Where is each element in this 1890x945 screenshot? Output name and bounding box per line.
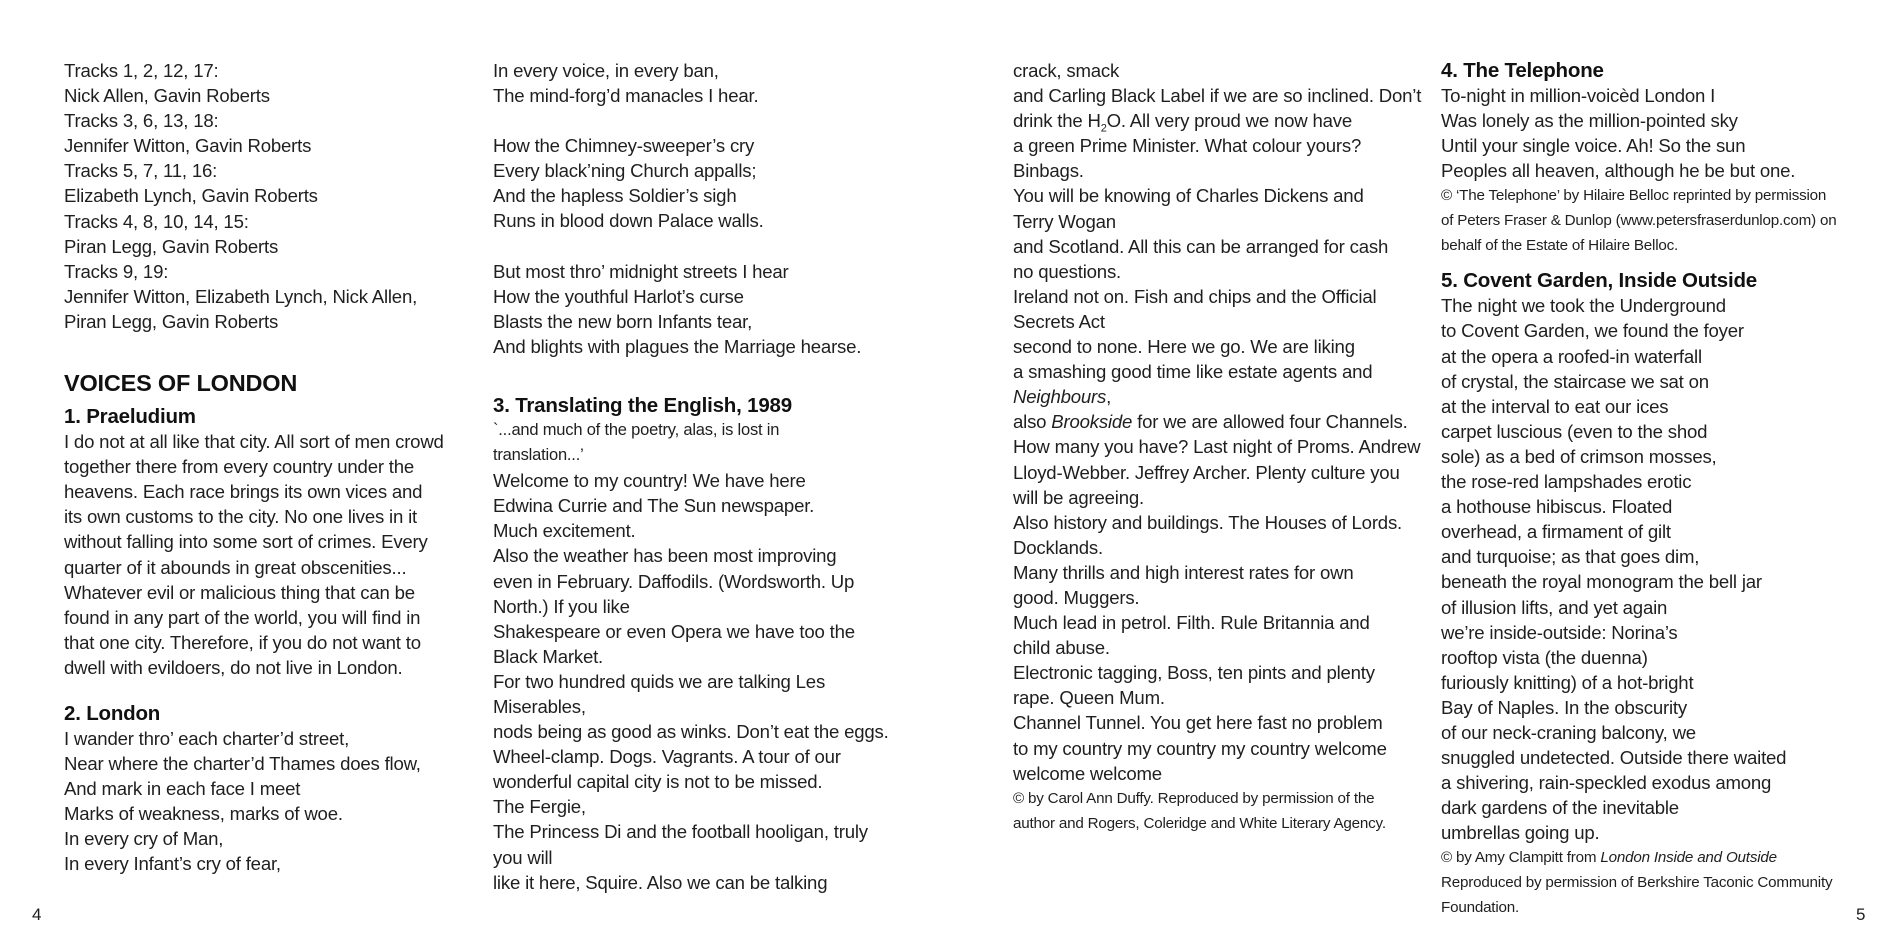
poem-line: rooftop vista (the duenna) <box>1441 646 1648 668</box>
copyright-line: © ‘The Telephone’ by Hilaire Belloc reprinted by permission <box>1441 187 1827 205</box>
poem-line: The night we took the Underground <box>1441 295 1726 317</box>
poem-line: Also history and buildings. The Houses of Lords. <box>1013 511 1403 533</box>
h2o-sub: 2 <box>1100 122 1107 135</box>
poem-line: and turquoise; as that goes dim, <box>1441 546 1700 568</box>
copyright-pre: © by Amy Clampitt from <box>1441 849 1601 867</box>
poem-line <box>1013 384 1423 409</box>
poem-line: a hothouse hibiscus. Floated <box>1441 496 1673 518</box>
text-line: without falling into some sort of crimes. Every <box>64 531 428 553</box>
poem-line: Lloyd-Webber. Jeffrey Archer. Plenty culture you <box>1013 461 1400 483</box>
poem-line: How the youthful Harlot’s curse <box>493 285 744 307</box>
poem-line: even in February. Daffodils. (Wordsworth. Up <box>493 570 855 592</box>
poem-line: Much excitement. <box>493 520 636 542</box>
column-1 <box>64 58 464 877</box>
poem-line: no questions. <box>1013 260 1122 282</box>
poem-line: we’re inside-outside: Norina’s <box>1441 621 1678 643</box>
poem-line: snuggled undetected. Outside there waited <box>1441 747 1787 769</box>
credit-tracks: Tracks 9, 19: <box>64 260 169 282</box>
neighbours-tail: , <box>1106 386 1112 408</box>
praeludium-text <box>64 429 464 680</box>
poem-line: wonderful capital city is not to be missed. <box>493 771 823 793</box>
london-stanza-3 <box>493 133 903 233</box>
heading-london: 2. London <box>64 701 161 725</box>
credit-names: Piran Legg, Gavin Roberts <box>64 310 279 332</box>
poem-line: of illusion lifts, and yet again <box>1441 596 1668 618</box>
poem-line: The Fergie, <box>493 796 586 818</box>
text-line: found in any part of the world, you will find in <box>64 606 421 628</box>
copyright-clampitt <box>1441 845 1841 920</box>
poem-line: of crystal, the staircase we sat on <box>1441 370 1709 392</box>
poem-line: Many thrills and high interest rates for own <box>1013 561 1354 583</box>
heading-covent-garden: 5. Covent Garden, Inside Outside <box>1441 269 1757 293</box>
poem-line: dark gardens of the inevitable <box>1441 797 1679 819</box>
text-line: that one city. Therefore, if you do not want to <box>64 631 421 653</box>
copyright-line: author and Rogers, Coleridge and White Literary Agency. <box>1013 814 1386 832</box>
poem-line: like it here, Squire. Also we can be talking <box>493 871 828 893</box>
london-stanza-1 <box>64 726 464 877</box>
poem-line: And the hapless Soldier’s sigh <box>493 185 737 207</box>
translating-text <box>493 468 903 895</box>
poem-line: I wander thro’ each charter’d street, <box>64 727 350 749</box>
poem-line: will be agreeing. <box>1013 486 1144 508</box>
poem-line: Channel Tunnel. You get here fast no problem <box>1013 712 1383 734</box>
credit-names: Jennifer Witton, Elizabeth Lynch, Nick Allen, <box>64 285 418 307</box>
poem-line: at the interval to eat our ices <box>1441 395 1669 417</box>
copyright-belloc <box>1441 183 1841 258</box>
heading-praeludium: 1. Praeludium <box>64 405 196 429</box>
poem-line: nods being as good as winks. Don’t eat the eggs. <box>493 721 889 743</box>
poem-line: beneath the royal monogram the bell jar <box>1441 571 1762 593</box>
copyright-line <box>1441 845 1841 870</box>
poem-line: Near where the charter’d Thames does flow, <box>64 753 421 775</box>
column-4 <box>1441 58 1841 920</box>
heading-telephone: 4. The Telephone <box>1441 59 1604 82</box>
heading-translating: 3. Translating the English, 1989 <box>493 393 792 417</box>
poem-line: and Carling Black Label if we are so inclined. Don’t <box>1013 85 1422 107</box>
copyright-line: behalf of the Estate of Hilaire Belloc. <box>1441 237 1679 255</box>
covent-garden-text <box>1441 293 1841 845</box>
poem-line: umbrellas going up. <box>1441 822 1600 844</box>
poem-line: overhead, a firmament of gilt <box>1441 521 1671 543</box>
poem-line: Terry Wogan <box>1013 210 1116 232</box>
poem-line: Also the weather has been most improving <box>493 545 837 567</box>
poem-line: In every Infant’s cry of fear, <box>64 853 281 875</box>
poem-line: crack, smack <box>1013 60 1120 81</box>
copyright-duffy <box>1013 786 1423 836</box>
poem-line: carpet luscious (even to the shod <box>1441 420 1708 442</box>
poem-line: rape. Queen Mum. <box>1013 687 1165 709</box>
poem-line: Runs in blood down Palace walls. <box>493 210 764 232</box>
copyright-line: © by Carol Ann Duffy. Reproduced by permission of the <box>1013 789 1375 807</box>
poem-line: Binbags. <box>1013 160 1084 182</box>
brookside-title: Brookside <box>1051 411 1133 433</box>
also-pre: also <box>1013 411 1052 433</box>
poem-line: the rose-red lampshades erotic <box>1441 471 1692 493</box>
poem-line: and Scotland. All this can be arranged for cash <box>1013 235 1389 257</box>
poem-line <box>1013 108 1423 133</box>
poem-line: In every cry of Man, <box>64 828 224 850</box>
poem-line: you will <box>493 846 553 868</box>
telephone-text <box>1441 83 1841 183</box>
poem-line: Every black’ning Church appalls; <box>493 160 757 182</box>
london-stanza-2 <box>493 58 903 108</box>
poem-line: Bay of Naples. In the obscurity <box>1441 696 1687 718</box>
poem-line: Ireland not on. Fish and chips and the Official <box>1013 285 1377 307</box>
poem-line: to Covent Garden, we found the foyer <box>1441 320 1744 342</box>
poem-line: But most thro’ midnight streets I hear <box>493 260 789 282</box>
neighbours-title: Neighbours <box>1013 386 1107 408</box>
poem-line: You will be knowing of Charles Dickens and <box>1013 185 1364 207</box>
poem-line: Welcome to my country! We have here <box>493 470 806 492</box>
poem-line: a smashing good time like estate agents and <box>1013 361 1373 383</box>
text-line: its own customs to the city. No one lives in it <box>64 506 417 528</box>
poem-line: Electronic tagging, Boss, ten pints and plenty <box>1013 662 1375 684</box>
poem-line: Until your single voice. Ah! So the sun <box>1441 135 1746 157</box>
text-line: heavens. Each race brings its own vices and <box>64 481 423 503</box>
poem-line: Blasts the new born Infants tear, <box>493 310 753 332</box>
credit-names: Nick Allen, Gavin Roberts <box>64 85 270 107</box>
poem-line: child abuse. <box>1013 637 1110 659</box>
h2o-pre: drink the H <box>1013 110 1101 132</box>
poem-line: Wheel-clamp. Dogs. Vagrants. A tour of our <box>493 746 841 768</box>
epigraph: `...and much of the poetry, alas, is lost in <box>493 420 780 439</box>
london-stanza-4 <box>493 259 903 359</box>
text-line: dwell with evildoers, do not live in London. <box>64 656 403 678</box>
credit-tracks: Tracks 3, 6, 13, 18: <box>64 110 219 132</box>
poem-line: How many you have? Last night of Proms. Andrew <box>1013 436 1421 458</box>
copyright-line: Foundation. <box>1441 899 1520 917</box>
section-title: VOICES OF LONDON <box>64 370 298 397</box>
poem-line: of our neck-craning balcony, we <box>1441 721 1696 743</box>
poem-line: In every voice, in every ban, <box>493 60 719 81</box>
page-number-left: 4 <box>32 905 42 924</box>
poem-line: at the opera a roofed-in waterfall <box>1441 345 1702 367</box>
column-3 <box>1013 58 1423 836</box>
poem-line: welcome welcome <box>1013 762 1162 784</box>
text-line: I do not at all like that city. All sort of men crowd <box>64 431 444 453</box>
poem-line: good. Muggers. <box>1013 586 1140 608</box>
poem-line <box>1013 409 1423 434</box>
poem-line: second to none. Here we go. We are liking <box>1013 336 1355 358</box>
credit-names: Elizabeth Lynch, Gavin Roberts <box>64 185 318 207</box>
poem-line: a green Prime Minister. What colour yours? <box>1013 135 1362 157</box>
column-2 <box>493 58 903 895</box>
poem-line: For two hundred quids we are talking Les <box>493 670 826 692</box>
poem-line: And mark in each face I meet <box>64 778 301 800</box>
poem-line: Edwina Currie and The Sun newspaper. <box>493 495 815 517</box>
poem-line: Secrets Act <box>1013 310 1105 332</box>
copyright-line: of Peters Fraser & Dunlop (www.petersfraserdunlop.com) on <box>1441 212 1837 230</box>
h2o-post: O. All very proud we now have <box>1106 110 1352 132</box>
also-post: for we are allowed four Channels. <box>1132 411 1408 433</box>
poem-line: And blights with plagues the Marriage hearse. <box>493 335 862 357</box>
text-line: quarter of it abounds in great obscenities... <box>64 556 407 578</box>
poem-line: furiously knitting) of a hot-bright <box>1441 671 1694 693</box>
track-credits <box>64 58 464 334</box>
poem-line: To-night in million-voicèd London I <box>1441 85 1716 106</box>
poem-line: a shivering, rain-speckled exodus among <box>1441 772 1772 794</box>
credit-tracks: Tracks 1, 2, 12, 17: <box>64 60 219 81</box>
text-line: Whatever evil or malicious thing that can be <box>64 581 415 603</box>
poem-line: Much lead in petrol. Filth. Rule Britannia and <box>1013 612 1370 634</box>
credit-names: Piran Legg, Gavin Roberts <box>64 235 279 257</box>
poem-line: Marks of weakness, marks of woe. <box>64 803 343 825</box>
epigraph: translation...’ <box>493 446 584 465</box>
text-line: together there from every country under the <box>64 456 415 478</box>
poem-line: Peoples all heaven, although he be but one. <box>1441 160 1796 182</box>
credit-tracks: Tracks 4, 8, 10, 14, 15: <box>64 210 249 232</box>
poem-line: Miserables, <box>493 695 586 717</box>
credit-names: Jennifer Witton, Gavin Roberts <box>64 135 312 157</box>
poem-line: The mind-forg’d manacles I hear. <box>493 85 759 107</box>
poem-line: Was lonely as the million-pointed sky <box>1441 110 1738 132</box>
poem-line: How the Chimney-sweeper’s cry <box>493 135 755 157</box>
credit-tracks: Tracks 5, 7, 11, 16: <box>64 160 218 182</box>
poem-line: Shakespeare or even Opera we have too the <box>493 620 855 642</box>
translating-text-continued <box>1013 58 1423 786</box>
poem-line: The Princess Di and the football hooligan, truly <box>493 821 868 843</box>
copyright-line: Reproduced by permission of Berkshire Taconic Community <box>1441 874 1833 892</box>
book-title: London Inside and Outside <box>1600 849 1777 867</box>
poem-line: sole) as a bed of crimson mosses, <box>1441 445 1717 467</box>
poem-line: Docklands. <box>1013 536 1103 558</box>
poem-line: to my country my country my country welcome <box>1013 737 1387 759</box>
page-number-right: 5 <box>1856 905 1866 924</box>
poem-line: Black Market. <box>493 645 604 667</box>
poem-line: North.) If you like <box>493 595 630 617</box>
